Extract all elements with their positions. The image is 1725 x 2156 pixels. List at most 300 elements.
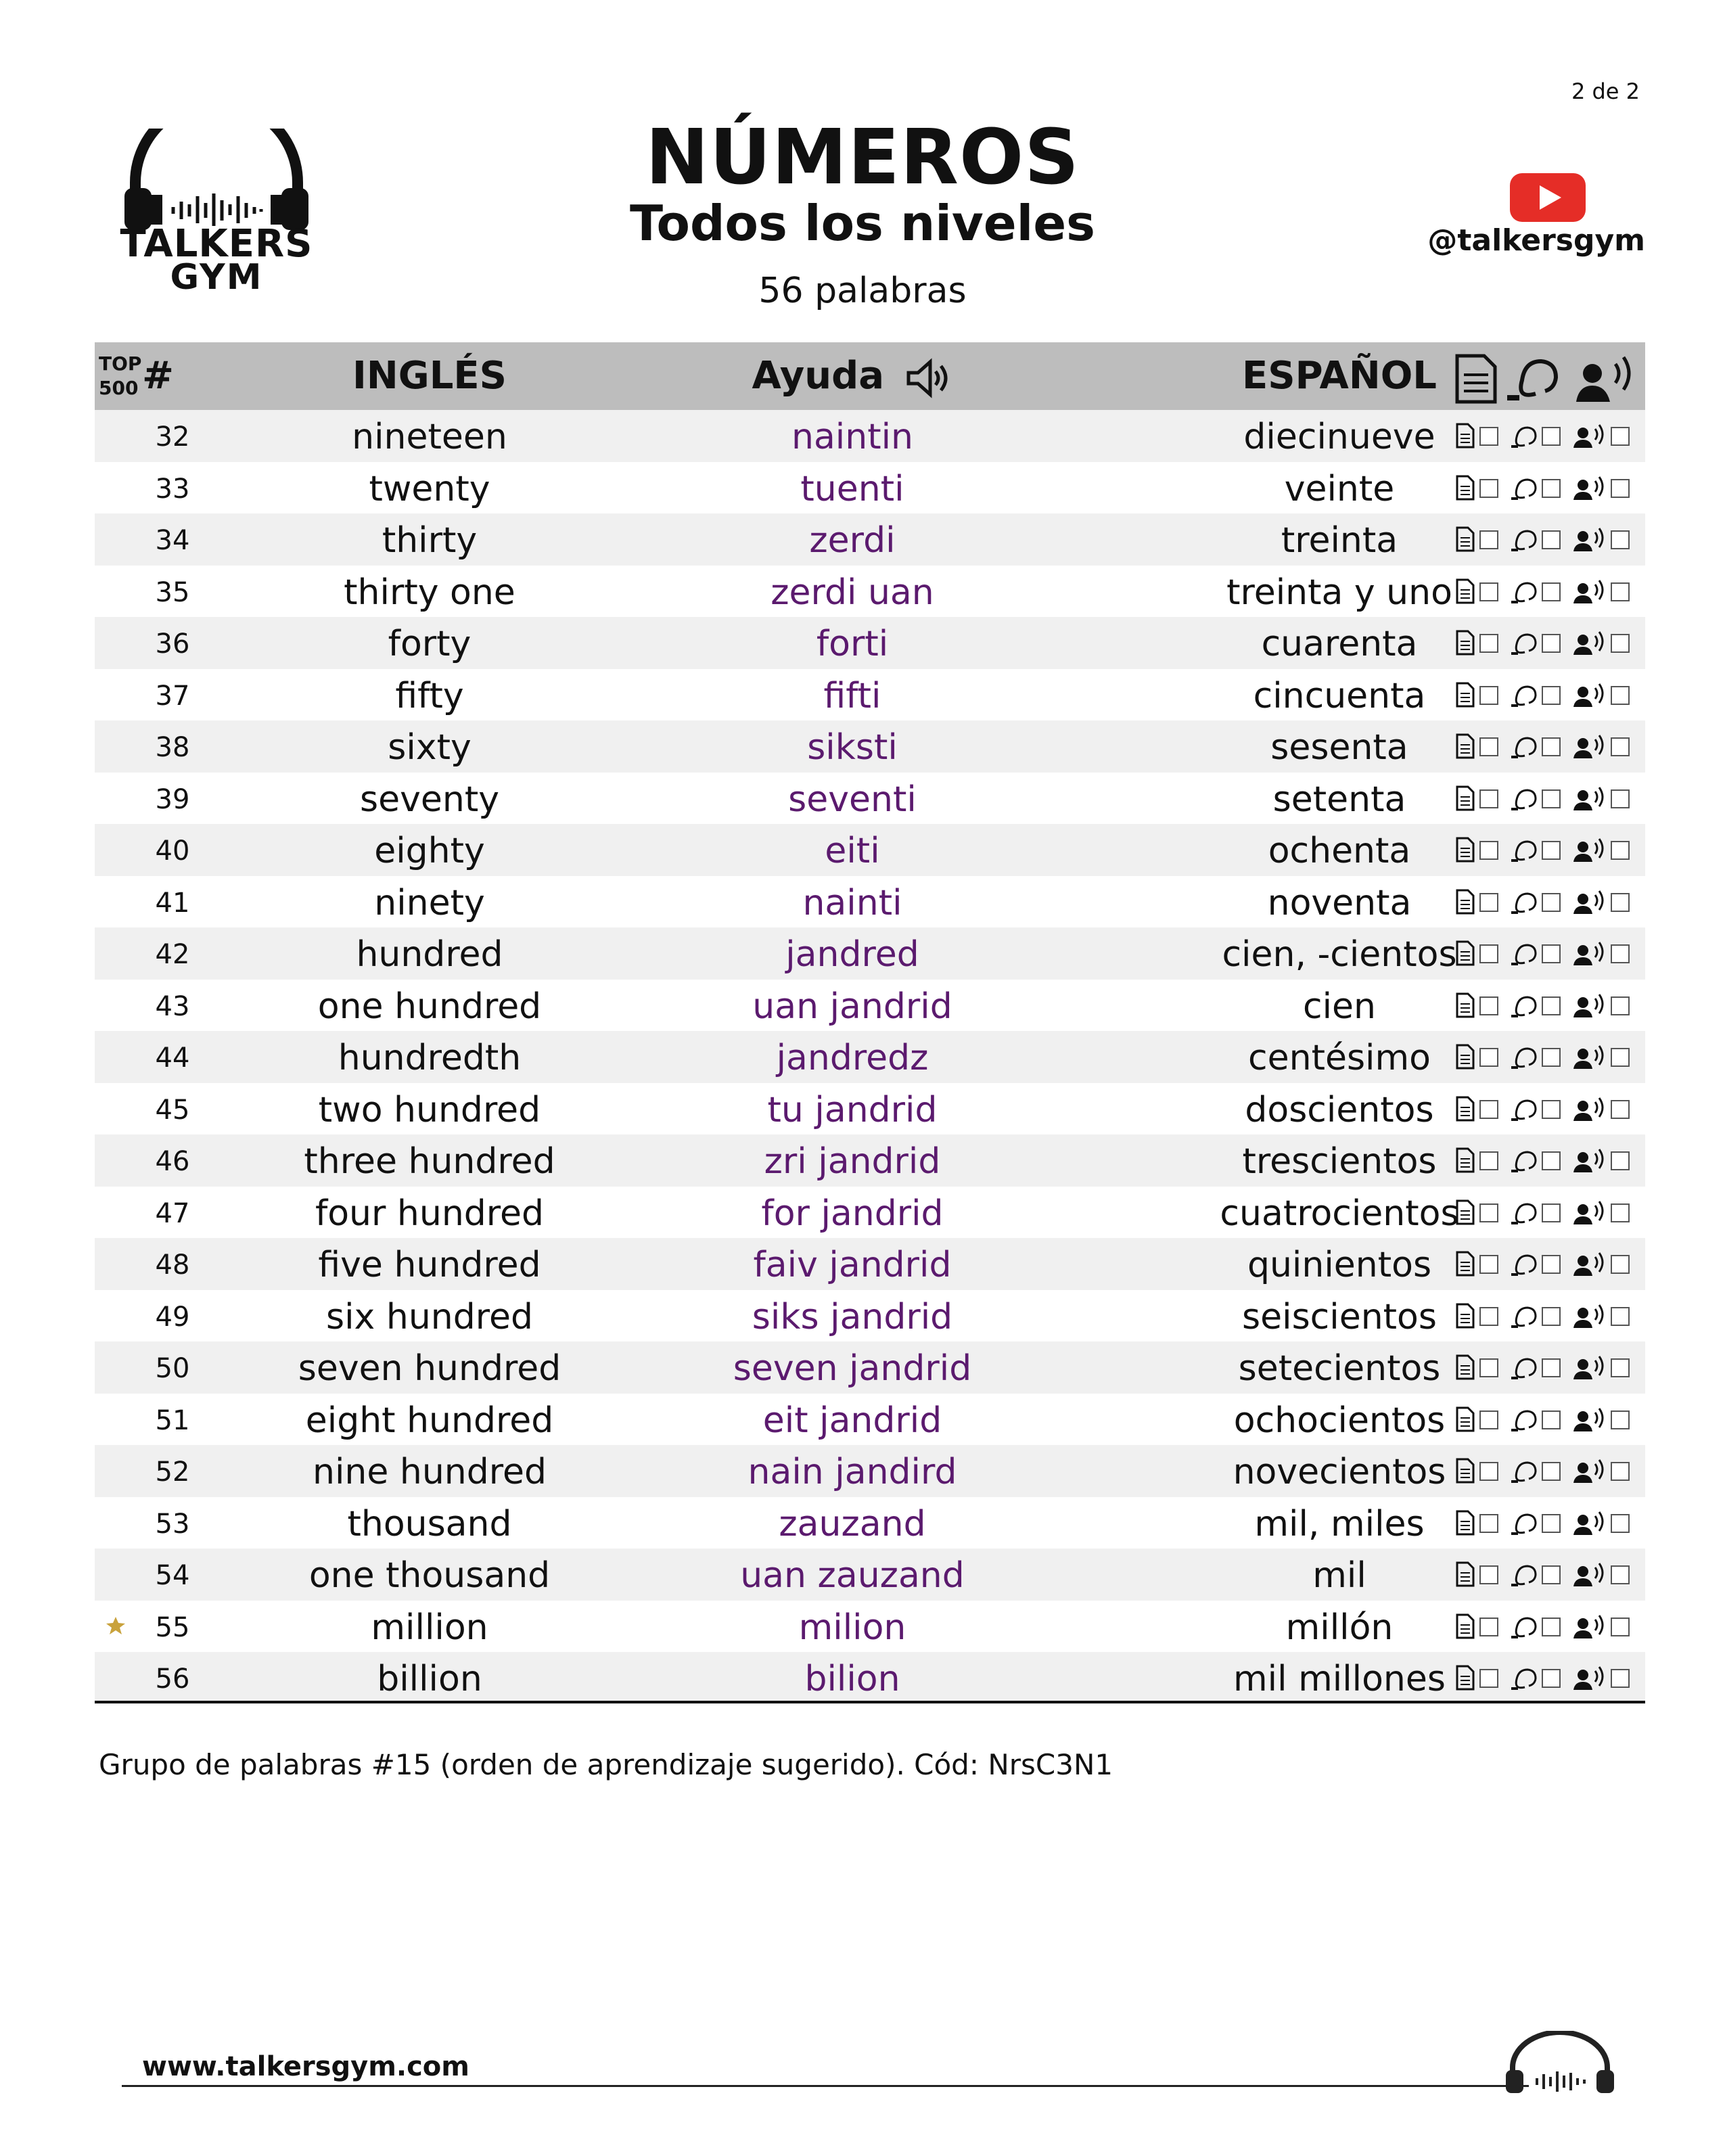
pronunciation-help: naintin <box>791 417 914 457</box>
speak-checkbox <box>1611 1152 1629 1170</box>
row-number: 39 <box>155 783 190 815</box>
listen-checkbox <box>1542 635 1560 652</box>
ear-icon <box>1511 1463 1536 1482</box>
speak-checkbox <box>1611 894 1629 911</box>
row-number: 56 <box>155 1664 190 1695</box>
row-number: 37 <box>155 680 190 712</box>
pronunciation-help: nain jandird <box>748 1452 957 1492</box>
word-count: 56 palabras <box>758 271 967 311</box>
speaking-person-icon <box>1573 1460 1603 1483</box>
listen-checkbox <box>1542 583 1560 601</box>
speaking-person-icon <box>1573 1615 1603 1638</box>
read-checkbox <box>1480 428 1498 445</box>
table-row <box>95 566 1645 618</box>
row-number: 48 <box>155 1249 190 1281</box>
practice-checkboxes[interactable] <box>1454 1457 1637 1484</box>
pronunciation-help: fifti <box>823 675 881 716</box>
table-row <box>95 410 1645 462</box>
speaking-person-icon <box>1573 735 1603 758</box>
ear-icon <box>1511 635 1536 653</box>
spanish-column-header: ESPAÑOL <box>1242 354 1437 398</box>
listen-checkbox <box>1542 894 1560 911</box>
practice-checkboxes[interactable] <box>1454 1250 1637 1277</box>
practice-header-icons <box>1454 350 1644 405</box>
read-checkbox <box>1480 1411 1498 1429</box>
ear-icon <box>1507 361 1556 398</box>
speak-checkbox <box>1611 428 1629 445</box>
speak-checkbox <box>1611 1618 1629 1636</box>
english-word: four hundred <box>315 1193 545 1234</box>
practice-checkboxes[interactable] <box>1454 1095 1637 1122</box>
read-checkbox <box>1480 997 1498 1015</box>
speaking-person-icon <box>1573 1201 1603 1224</box>
speaking-person-icon <box>1573 1408 1603 1431</box>
document-icon <box>1457 1097 1473 1120</box>
table-row <box>95 980 1645 1032</box>
document-icon <box>1457 942 1473 965</box>
practice-checkboxes[interactable] <box>1454 888 1637 915</box>
ear-icon <box>1511 480 1536 499</box>
english-word: forty <box>388 624 472 664</box>
document-icon <box>1457 1201 1473 1224</box>
table-row <box>95 824 1645 876</box>
listen-checkbox <box>1542 842 1560 859</box>
speak-checkbox <box>1611 738 1629 756</box>
practice-checkboxes[interactable] <box>1454 474 1637 501</box>
english-word: seventy <box>360 779 499 820</box>
pronunciation-help: siksti <box>807 727 898 768</box>
document-icon <box>1457 1459 1473 1482</box>
row-number: 32 <box>155 421 190 453</box>
logo-text-gym: GYM <box>170 257 263 298</box>
english-word: three hundred <box>304 1141 555 1182</box>
document-icon <box>1457 1563 1473 1586</box>
ear-icon <box>1511 583 1536 602</box>
speak-checkbox <box>1611 997 1629 1015</box>
read-checkbox <box>1480 1049 1498 1066</box>
document-icon <box>1457 1408 1473 1431</box>
table-row <box>95 1394 1645 1446</box>
pronunciation-help: zauzand <box>779 1503 926 1544</box>
read-checkbox <box>1480 842 1498 859</box>
spanish-word: mil, miles <box>1254 1503 1425 1544</box>
pronunciation-help: eit jandrid <box>762 1400 942 1441</box>
practice-checkboxes[interactable] <box>1454 526 1637 553</box>
speaking-person-icon <box>1573 1563 1603 1586</box>
spanish-word: trescientos <box>1242 1141 1437 1182</box>
spanish-word: ochenta <box>1268 831 1411 871</box>
row-number: 47 <box>155 1197 190 1229</box>
table-row <box>95 876 1645 928</box>
pronunciation-help: faiv jandrid <box>753 1245 952 1285</box>
spanish-word: setecientos <box>1238 1348 1441 1389</box>
document-icon <box>1457 838 1473 861</box>
table-bottom-rule <box>95 1701 1645 1703</box>
spanish-word: cuatrocientos <box>1220 1193 1459 1234</box>
pronunciation-help: zerdi <box>809 520 896 561</box>
listen-checkbox <box>1542 480 1560 497</box>
ear-icon <box>1511 1411 1536 1430</box>
read-checkbox <box>1480 1359 1498 1377</box>
document-icon <box>1457 735 1473 758</box>
read-checkbox <box>1480 1256 1498 1273</box>
spanish-word: treinta <box>1281 520 1398 561</box>
pronunciation-help: forti <box>816 624 889 664</box>
english-word: nineteen <box>352 417 507 457</box>
practice-checkboxes[interactable] <box>1454 422 1637 449</box>
english-word: six hundred <box>326 1296 533 1337</box>
speaking-person-icon <box>1573 1149 1603 1172</box>
speaking-person-icon <box>1573 891 1603 914</box>
row-number: 54 <box>155 1560 190 1591</box>
pronunciation-help: for jandrid <box>761 1193 944 1234</box>
table-row <box>95 617 1645 669</box>
spanish-word: noventa <box>1267 882 1412 923</box>
speaker-icon <box>904 358 953 398</box>
table-row <box>95 1549 1645 1601</box>
listen-checkbox <box>1542 1204 1560 1222</box>
spanish-word: mil <box>1312 1555 1366 1596</box>
pronunciation-help: nainti <box>802 882 902 923</box>
read-checkbox <box>1480 1618 1498 1636</box>
ear-icon <box>1511 1152 1536 1171</box>
speaking-person-icon <box>1573 1098 1603 1121</box>
speaking-person-icon <box>1573 942 1603 965</box>
english-word: nine hundred <box>313 1452 547 1492</box>
table-row <box>95 1187 1645 1239</box>
practice-checkboxes[interactable] <box>1454 1354 1637 1381</box>
english-word: sixty <box>388 727 472 768</box>
read-checkbox <box>1480 687 1498 704</box>
read-checkbox <box>1480 1670 1498 1687</box>
row-number: 46 <box>155 1146 190 1177</box>
read-checkbox <box>1480 738 1498 756</box>
english-word: seven hundred <box>298 1348 561 1389</box>
row-number: 51 <box>155 1404 190 1436</box>
table-row <box>95 462 1645 514</box>
read-checkbox <box>1480 1463 1498 1480</box>
practice-checkboxes[interactable] <box>1454 1613 1637 1640</box>
speak-checkbox <box>1611 1463 1629 1480</box>
speaking-person-icon <box>1576 357 1629 402</box>
row-number: 55 <box>155 1611 190 1643</box>
spanish-word: doscientos <box>1245 1089 1434 1130</box>
document-icon <box>1457 631 1473 654</box>
row-number: 53 <box>155 1508 190 1540</box>
english-word: eight hundred <box>305 1400 554 1441</box>
english-word: billion <box>377 1659 482 1699</box>
document-icon <box>1457 356 1495 402</box>
table-row <box>95 1238 1645 1290</box>
read-checkbox <box>1480 480 1498 497</box>
practice-checkboxes[interactable] <box>1454 1043 1637 1070</box>
table-row <box>95 720 1645 773</box>
practice-checkboxes[interactable] <box>1454 992 1637 1019</box>
practice-checkboxes[interactable] <box>1454 940 1637 967</box>
top500-label-top: TOP <box>99 352 142 375</box>
read-checkbox <box>1480 1515 1498 1532</box>
table-row <box>95 1445 1645 1497</box>
row-number: 38 <box>155 732 190 763</box>
speaking-person-icon <box>1573 1253 1603 1276</box>
practice-checkboxes[interactable] <box>1454 1406 1637 1433</box>
table-row <box>95 1290 1645 1342</box>
help-column-label: Ayuda <box>752 354 885 398</box>
english-word: million <box>371 1607 488 1648</box>
english-word: five hundred <box>318 1245 541 1285</box>
top500-header <box>99 352 142 400</box>
ear-icon <box>1511 1308 1536 1327</box>
practice-checkboxes[interactable] <box>1454 785 1637 812</box>
practice-checkboxes[interactable] <box>1454 1302 1637 1329</box>
row-number: 44 <box>155 1042 190 1074</box>
ear-icon <box>1511 945 1536 964</box>
listen-checkbox <box>1542 428 1560 445</box>
youtube-icon[interactable] <box>1509 172 1587 223</box>
listen-checkbox <box>1542 1670 1560 1687</box>
vocabulary-table <box>95 342 1645 1704</box>
speaking-person-icon <box>1573 580 1603 603</box>
english-word: twenty <box>369 468 490 509</box>
pronunciation-help: tu jandrid <box>767 1089 938 1130</box>
english-word: two hundred <box>318 1089 541 1130</box>
listen-checkbox <box>1542 1618 1560 1636</box>
listen-checkbox <box>1542 1463 1560 1480</box>
table-row <box>95 1601 1645 1653</box>
ear-icon <box>1511 1204 1536 1223</box>
speaking-person-icon <box>1573 839 1603 862</box>
logo-text-talkers: TALKERS <box>120 222 313 266</box>
table-row <box>95 1134 1645 1187</box>
speaking-person-icon <box>1573 1305 1603 1328</box>
english-word: thirty one <box>344 572 515 613</box>
ear-icon <box>1511 1359 1536 1378</box>
table-header <box>95 342 1645 410</box>
ear-icon <box>1511 997 1536 1016</box>
pronunciation-help: zerdi uan <box>770 572 934 613</box>
ear-icon <box>1511 1101 1536 1120</box>
practice-checkboxes[interactable] <box>1454 629 1637 656</box>
page-title: NÚMEROS <box>645 114 1080 202</box>
speak-checkbox <box>1611 1670 1629 1687</box>
row-number: 52 <box>155 1457 190 1488</box>
practice-checkboxes[interactable] <box>1454 578 1637 605</box>
document-icon <box>1457 1511 1473 1534</box>
ear-icon <box>1511 428 1536 446</box>
speak-checkbox <box>1611 1515 1629 1532</box>
pronunciation-help: milion <box>798 1607 906 1648</box>
speak-checkbox <box>1611 1411 1629 1429</box>
listen-checkbox <box>1542 1256 1560 1273</box>
pronunciation-help: bilion <box>804 1659 900 1699</box>
speak-checkbox <box>1611 687 1629 704</box>
ear-icon <box>1511 1618 1536 1637</box>
pronunciation-help: seven jandrid <box>733 1348 972 1389</box>
speak-checkbox <box>1611 1049 1629 1066</box>
ear-icon <box>1511 1566 1536 1585</box>
pronunciation-help: jandredz <box>776 1038 929 1078</box>
speak-checkbox <box>1611 842 1629 859</box>
english-word: one thousand <box>308 1555 551 1596</box>
spanish-word: millón <box>1285 1607 1394 1648</box>
page-number: 2 de 2 <box>1571 78 1640 104</box>
listen-checkbox <box>1542 790 1560 808</box>
english-word: one hundred <box>317 986 542 1027</box>
spanish-word: diecinueve <box>1243 417 1435 457</box>
practice-checkboxes[interactable] <box>1454 733 1637 760</box>
listen-checkbox <box>1542 738 1560 756</box>
document-icon <box>1457 528 1473 551</box>
read-checkbox <box>1480 1152 1498 1170</box>
ear-icon <box>1511 894 1536 913</box>
spanish-word: ochocientos <box>1233 1400 1446 1441</box>
listen-checkbox <box>1542 997 1560 1015</box>
speaking-person-icon <box>1573 477 1603 500</box>
footer-website-link[interactable]: www.talkersgym.com <box>142 2051 469 2082</box>
row-number: 35 <box>155 576 190 608</box>
top500-label-500: 500 <box>99 377 139 399</box>
star-icon <box>106 1615 126 1636</box>
row-number: 45 <box>155 1094 190 1126</box>
read-checkbox <box>1480 945 1498 963</box>
listen-checkbox <box>1542 1359 1560 1377</box>
row-number: 43 <box>155 990 190 1022</box>
spanish-word: sesenta <box>1270 727 1408 768</box>
spanish-word: cien <box>1303 986 1376 1027</box>
listen-checkbox <box>1542 531 1560 549</box>
english-word: thirty <box>382 520 478 561</box>
document-icon <box>1457 580 1473 603</box>
pronunciation-help: jandred <box>785 934 919 975</box>
table-row <box>95 669 1645 721</box>
ear-icon <box>1511 687 1536 706</box>
speak-checkbox <box>1611 531 1629 549</box>
speaking-person-icon <box>1573 632 1603 655</box>
row-number: 33 <box>155 473 190 505</box>
spanish-word: cuarenta <box>1261 624 1418 664</box>
english-word: eighty <box>374 831 485 871</box>
ear-icon <box>1511 842 1536 861</box>
speaking-person-icon <box>1573 787 1603 810</box>
spanish-word: setenta <box>1272 779 1406 820</box>
read-checkbox <box>1480 1204 1498 1222</box>
spanish-word: treinta y uno <box>1226 572 1452 613</box>
speaking-person-icon <box>1573 1667 1603 1690</box>
table-row <box>95 1652 1645 1704</box>
read-checkbox <box>1480 790 1498 808</box>
speak-checkbox <box>1611 945 1629 963</box>
document-icon <box>1457 890 1473 913</box>
speaking-person-icon <box>1573 528 1603 551</box>
speak-checkbox <box>1611 583 1629 601</box>
document-icon <box>1457 683 1473 706</box>
row-number: 34 <box>155 525 190 556</box>
read-checkbox <box>1480 1101 1498 1118</box>
document-icon <box>1457 1304 1473 1327</box>
document-icon <box>1457 1666 1473 1689</box>
help-column-header <box>636 342 1069 410</box>
row-number: 49 <box>155 1301 190 1333</box>
table-row <box>95 1083 1645 1135</box>
row-number: 40 <box>155 835 190 867</box>
document-icon <box>1457 1252 1473 1275</box>
listen-checkbox <box>1542 945 1560 963</box>
practice-checkboxes[interactable] <box>1454 1664 1637 1691</box>
ear-icon <box>1511 531 1536 550</box>
speak-checkbox <box>1611 635 1629 652</box>
number-column-header: # <box>142 354 174 398</box>
read-checkbox <box>1480 1566 1498 1584</box>
practice-checkboxes[interactable] <box>1454 1509 1637 1536</box>
ear-icon <box>1511 1515 1536 1534</box>
speak-checkbox <box>1611 1101 1629 1118</box>
pronunciation-help: seventi <box>788 779 917 820</box>
listen-checkbox <box>1542 1566 1560 1584</box>
speaking-person-icon <box>1573 425 1603 448</box>
practice-checkboxes[interactable] <box>1454 1199 1637 1226</box>
group-note: Grupo de palabras #15 (orden de aprendizaje sugerido). Cód: NrsC3N1 <box>99 1748 1113 1781</box>
listen-checkbox <box>1542 1515 1560 1532</box>
speaking-person-icon <box>1573 1046 1603 1069</box>
youtube-handle[interactable]: @talkersgym <box>1427 223 1645 258</box>
practice-checkboxes[interactable] <box>1454 1147 1637 1174</box>
document-icon <box>1457 476 1473 499</box>
ear-icon <box>1511 1670 1536 1689</box>
table-row <box>95 513 1645 566</box>
table-row <box>95 1341 1645 1394</box>
document-icon <box>1457 1045 1473 1068</box>
english-word: hundred <box>356 934 503 975</box>
table-row <box>95 1031 1645 1083</box>
row-number: 36 <box>155 628 190 660</box>
pronunciation-help: eiti <box>825 831 880 871</box>
english-word: thousand <box>347 1503 512 1544</box>
listen-checkbox <box>1542 1152 1560 1170</box>
listen-checkbox <box>1542 687 1560 704</box>
document-icon <box>1457 994 1473 1017</box>
practice-checkboxes[interactable] <box>1454 681 1637 708</box>
read-checkbox <box>1480 583 1498 601</box>
document-icon <box>1457 424 1473 447</box>
speak-checkbox <box>1611 480 1629 497</box>
english-word: fifty <box>395 675 464 716</box>
speak-checkbox <box>1611 1308 1629 1325</box>
speak-checkbox <box>1611 790 1629 808</box>
ear-icon <box>1511 738 1536 757</box>
footer-headphones-icon <box>1502 2031 1618 2096</box>
practice-checkboxes[interactable] <box>1454 836 1637 863</box>
spanish-word: cien, -cientos <box>1222 934 1457 975</box>
table-row <box>95 927 1645 980</box>
document-icon <box>1457 1356 1473 1379</box>
ear-icon <box>1511 1256 1536 1275</box>
pronunciation-help: siks jandrid <box>752 1296 953 1337</box>
pronunciation-help: uan zauzand <box>740 1555 965 1596</box>
read-checkbox <box>1480 531 1498 549</box>
speaking-person-icon <box>1573 1356 1603 1379</box>
spanish-word: seiscientos <box>1242 1296 1437 1337</box>
english-word: ninety <box>374 882 485 923</box>
document-icon <box>1457 1149 1473 1172</box>
ear-icon <box>1511 1049 1536 1068</box>
read-checkbox <box>1480 1308 1498 1325</box>
row-number: 41 <box>155 887 190 919</box>
english-word: hundredth <box>338 1038 522 1078</box>
row-number: 50 <box>155 1353 190 1384</box>
practice-checkboxes[interactable] <box>1454 1561 1637 1588</box>
pronunciation-help: zri jandrid <box>764 1141 941 1182</box>
listen-checkbox <box>1542 1411 1560 1429</box>
